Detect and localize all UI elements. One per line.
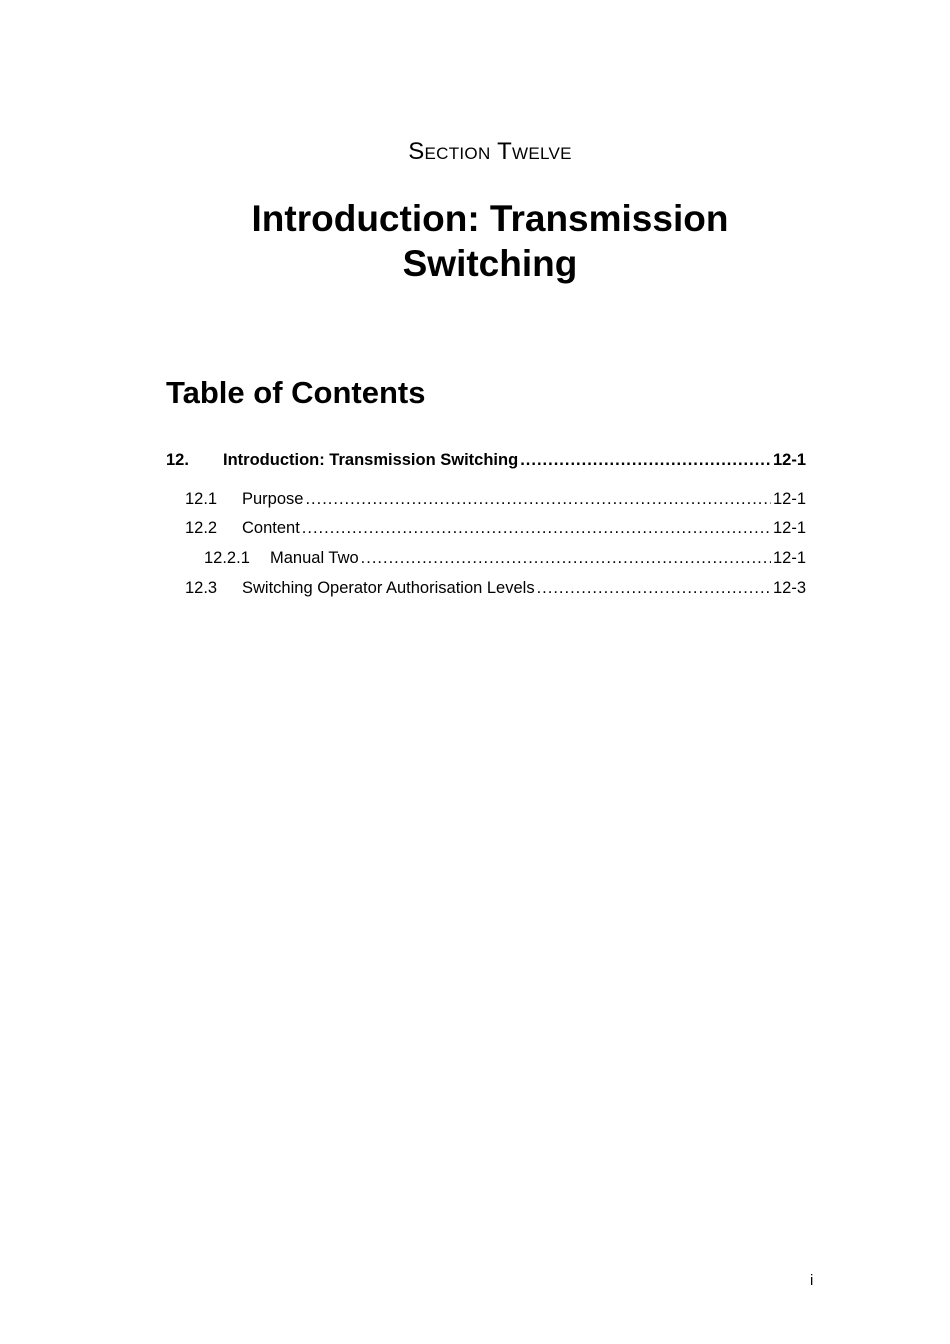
toc-entry-number: 12.2.1 — [204, 549, 250, 567]
toc-entry-page: 12-1 — [772, 519, 806, 537]
toc-heading: Table of Contents — [166, 375, 426, 410]
toc-entry[interactable] — [166, 579, 806, 601]
toc-entry-page: 12-1 — [772, 490, 806, 508]
toc-entry-title: Manual Two — [270, 549, 359, 567]
toc-entry-page: 12-1 — [772, 451, 806, 469]
toc-entry-title: Switching Operator Authorisation Levels — [242, 579, 535, 597]
toc-entry-number: 12. — [166, 451, 189, 469]
toc-dot-leader — [302, 519, 771, 538]
toc-entry-title: Content — [242, 519, 300, 537]
title-line-1: Introduction: Transmission — [251, 198, 729, 239]
title-line-2: Switching — [402, 243, 578, 284]
toc-entry[interactable] — [166, 519, 806, 541]
toc-entry[interactable] — [166, 490, 806, 512]
toc-entry-page: 12-1 — [772, 549, 806, 567]
toc-entry[interactable] — [166, 451, 806, 473]
toc-entry[interactable] — [166, 549, 806, 571]
section-label: Section Twelve — [408, 138, 572, 165]
toc-dot-leader — [361, 549, 771, 568]
toc-entry-number: 12.3 — [185, 579, 218, 597]
toc-entry-number: 12.1 — [185, 490, 218, 508]
toc-entry-title: Purpose — [242, 490, 304, 508]
page-number: i — [810, 1272, 814, 1289]
document-title — [0, 196, 950, 286]
toc-dot-leader — [520, 451, 771, 470]
toc-entry-number: 12.2 — [185, 519, 218, 537]
toc-dot-leader — [537, 579, 771, 598]
toc-entry-page: 12-3 — [772, 579, 806, 597]
toc-dot-leader — [305, 490, 771, 509]
toc-entry-title: Introduction: Transmission Switching — [223, 451, 519, 469]
